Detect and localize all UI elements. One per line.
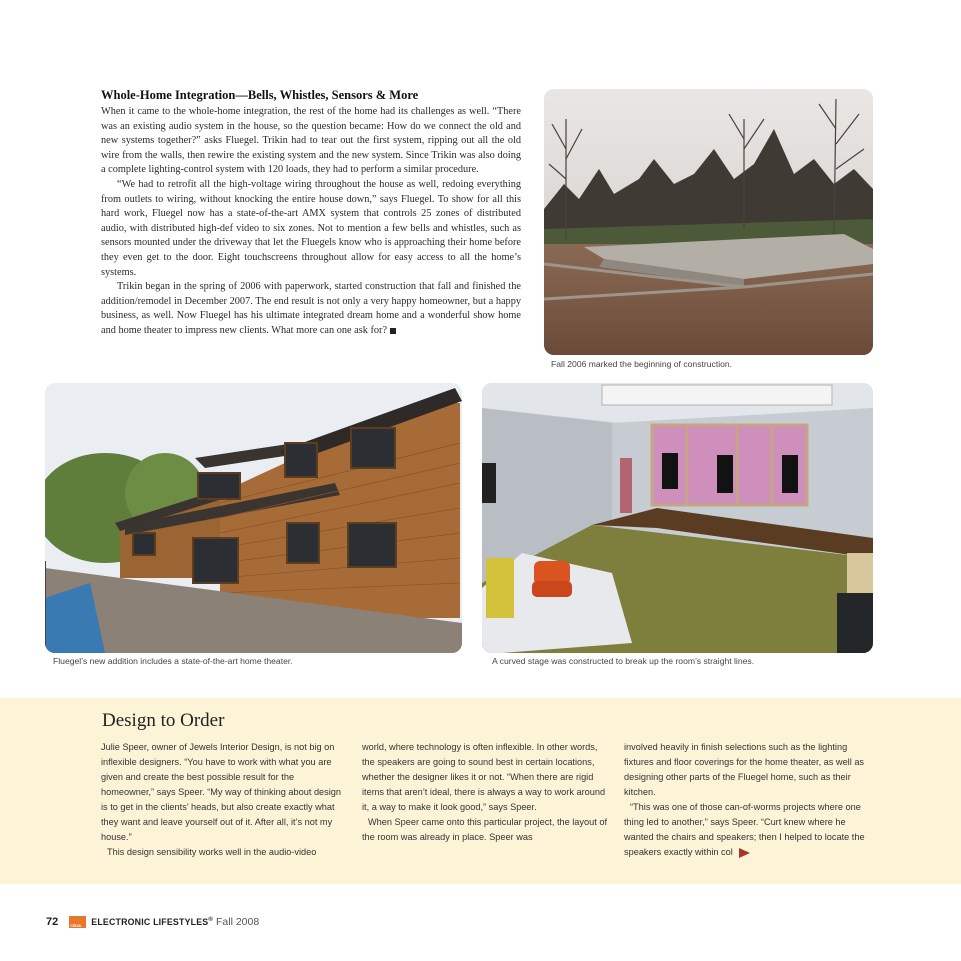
logo-text: CEDIA xyxy=(70,924,82,928)
sidebar-paragraph: Julie Speer, owner of Jewels Interior Design, is not big on inflexible designers. “You have to work with what you are given and create the best possible result for the homeowner,” says Speer. “My way of thinking about design is to get in the clients’ heads, but also create exactly what they want and leave yourself out of it. After all, it’s not my house.” xyxy=(101,742,342,842)
sidebar xyxy=(0,698,961,884)
brand-name: ELECTRONIC LIFESTYLES xyxy=(91,917,209,927)
article-paragraph: When it came to the whole-home integration, the rest of the home had its challenges as well. “There was an existing audio system in the house, so the question became: How do we connect the old and new systems together?” asks Fluegel. Trikin had to tear out the first system, ripping out all the old wire from the walls, then rewire the existing system and the new system. Since Trikin was also doing a complete lighting-control system with 120 loads, they had to perform a similar procedure. xyxy=(101,106,521,176)
page-footer xyxy=(46,916,259,928)
magazine-brand xyxy=(91,917,213,927)
construction-caption: Fall 2006 marked the beginning of construction. xyxy=(551,359,733,369)
article-paragraph-last xyxy=(101,280,521,338)
end-mark-icon xyxy=(390,328,396,334)
sidebar-paragraph: involved heavily in finish selections such as the lighting fixtures and floor coverings for the home theater, as well as designing other parts of the Fluegel home, such as their kitchen. xyxy=(624,742,865,797)
sidebar-paragraph: world, where technology is often inflexible. In other words, the speakers are going to sound best in certain locations, whether the designer likes it or not. “When there are rigid items that aren’t ideal, there is always a way to work around it, a way to make it look good,” says Speer. xyxy=(362,742,606,812)
theater-caption: A curved stage was constructed to break up the room’s straight lines. xyxy=(492,656,755,666)
cedia-logo-icon xyxy=(69,916,86,928)
article-paragraph-text: Trikin began in the spring of 2006 with paperwork, started construction that fall and finished the addition/remodel in December 2007. The end result is not only a very happy homeowner, but a happy business, as well. Now Fluegel has his ultimate integrated dream home and a wonderful show home and home theater to impress new clients. What more can one ask for? xyxy=(101,281,521,336)
sidebar-paragraph-text: “This was one of those can-of-worms projects where one thing led to another,” says Speer. “Curt knew where he wanted the chairs and speakers; then I helped to locate the speakers exactly within col xyxy=(624,802,865,857)
sidebar-paragraph: This design sensibility works well in the audio-video xyxy=(107,847,317,857)
construction-photo xyxy=(544,89,873,355)
sidebar-paragraph: When Speer came onto this particular project, the layout of the room was already in place. Speer was xyxy=(362,817,608,842)
house-photo xyxy=(45,383,462,653)
registered-mark: ® xyxy=(208,917,213,924)
page-number: 72 xyxy=(46,916,59,928)
sidebar-column-2 xyxy=(362,740,608,845)
sidebar-column-3 xyxy=(624,740,870,860)
sidebar-paragraph-last xyxy=(624,800,870,860)
continue-arrow-icon[interactable] xyxy=(739,848,750,858)
sidebar-column-1 xyxy=(101,740,347,860)
house-caption: Fluegel’s new addition includes a state-of-the-art home theater. xyxy=(53,656,293,666)
theater-photo xyxy=(482,383,873,653)
issue-date: Fall 2008 xyxy=(215,916,260,928)
article-paragraph: “We had to retrofit all the high-voltage wiring throughout the house as well, redoing everything from outlets to wiring, without knocking the entire house down,” says Fluegel. To show for all this hard work, Fluegel now has a state-of-the-art AMX system that controls 25 zones of distributed audio, with distributed high-def video to six zones. Not to mention a few bells and whistles, such as sensors mounted under the driveway that let the Fluegels know who is approaching their home before they even get to the door. Eight touchscreens throughout allow for easy access to all the home’s systems. xyxy=(101,178,521,278)
sidebar-title: Design to Order xyxy=(102,710,225,731)
article-heading: Whole-Home Integration—Bells, Whistles, Sensors & More xyxy=(101,88,419,102)
article xyxy=(101,88,521,339)
